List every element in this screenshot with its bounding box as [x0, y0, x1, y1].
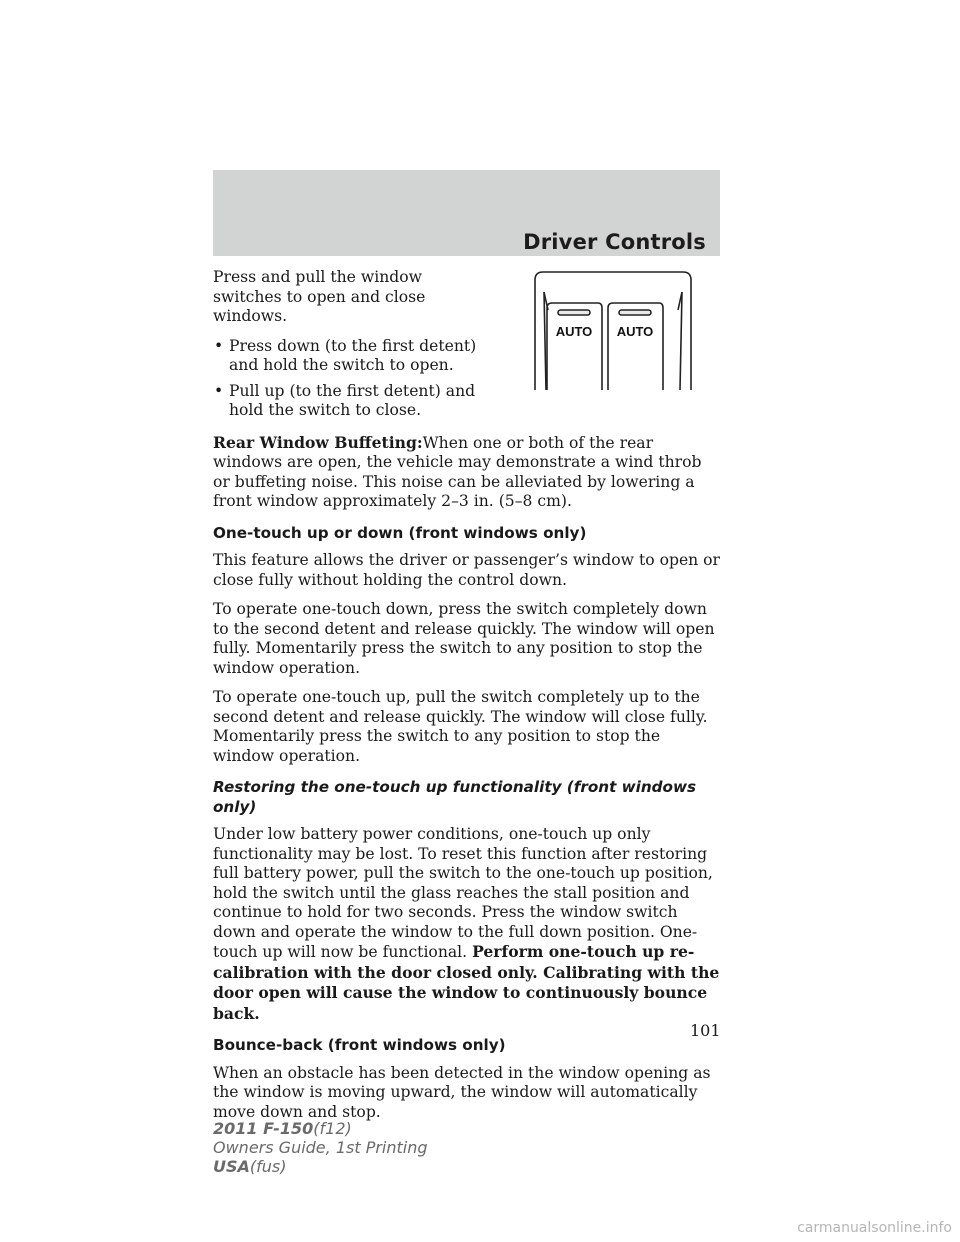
list-item-text: Pull up (to the first detent) and hold the switch to close. [229, 381, 476, 419]
page-number: 101 [690, 1021, 721, 1040]
one-touch-paragraph-3: To operate one-touch up, pull the switch completely up to the second detent and release quickly. The window will close fully. Momentarily press the switch to any position to stop the window operation. [213, 688, 708, 765]
footer-market-code: (fus) [249, 1157, 287, 1176]
auto-label-right: AUTO [616, 324, 654, 339]
footer-market: USA [213, 1157, 250, 1176]
list-item [213, 337, 488, 376]
footer-line-1 [213, 1119, 428, 1138]
document-footer [213, 1119, 428, 1176]
restoring-paragraph [213, 825, 720, 1024]
one-touch-heading: One-touch up or down (front windows only) [213, 523, 587, 542]
bounce-back-paragraph: When an obstacle has been detected in the window opening as the window is moving upward, the window will automatically move down and stop. [213, 1063, 711, 1121]
one-touch-paragraph-1: This feature allows the driver or passenger’s window to open or close fully without holding the control down. [213, 551, 721, 589]
restoring-heading: Restoring the one-touch up functionality (front windows only) [213, 778, 697, 816]
footer-model-code: (f12) [313, 1119, 352, 1138]
footer-line-3 [213, 1157, 428, 1176]
footer-model: 2011 F-150 [213, 1119, 314, 1138]
section-title: Driver Controls [523, 230, 706, 254]
bounce-back-heading: Bounce-back (front windows only) [213, 1036, 506, 1054]
restoring-text: Under low battery power conditions, one-touch up only functionality may be lost. To reset this function after restoring full battery power, pull the switch to the one-touch up position, hold the switch until the glass reaches the stall position and continue to hold for two seconds. Press the window switch down and operate the window to the full down position. One-touch up will now be functional. [213, 825, 713, 961]
buffeting-label: Rear Window Buffeting: [213, 432, 423, 452]
watermark: carmanualsonline.info [797, 1220, 952, 1236]
auto-label-left: AUTO [555, 324, 593, 339]
page-body [213, 268, 720, 1132]
list-item-text: Press down (to the first detent) and hold the switch to open. [229, 336, 477, 374]
bullet-icon: • [214, 336, 224, 355]
section-header-band [213, 170, 720, 256]
buffeting-text: When one or both of the rear windows are open, the vehicle may demonstrate a wind throb or buffeting noise. This noise can be alleviated by lowering a front window approximately 2–3 in. (5–8 cm). [213, 433, 702, 510]
restoring-warning: Perform one-touch up re-calibration with the door closed only. Calibrating with the door open will cause the window to continuously bounce back. [213, 942, 720, 1023]
one-touch-paragraph-2: To operate one-touch down, press the switch completely down to the second detent and release quickly. The window will open fully. Momentarily press the switch to any position to stop the window operation. [213, 600, 715, 677]
instruction-list [213, 337, 488, 421]
bullet-icon: • [214, 381, 224, 400]
buffeting-paragraph [213, 433, 720, 512]
footer-line-2: Owners Guide, 1st Printing [213, 1138, 428, 1157]
list-item [213, 382, 488, 421]
intro-paragraph: Press and pull the window switches to open and close windows. [213, 268, 426, 325]
